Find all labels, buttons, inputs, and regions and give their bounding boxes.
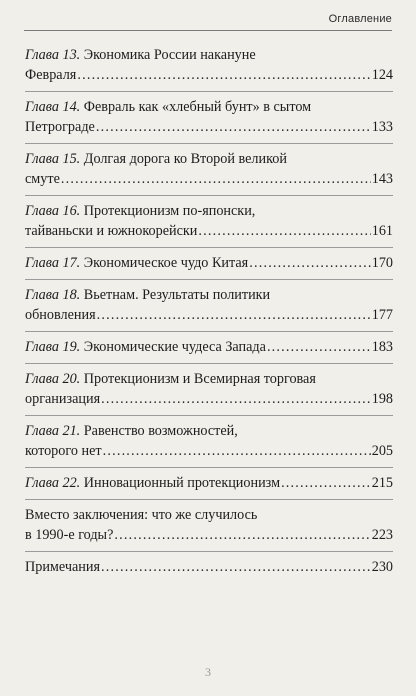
toc-entry[interactable] [25, 253, 393, 273]
dot-leader [281, 473, 371, 493]
entry-title-line [25, 421, 393, 441]
chapter-label: Глава 17. [25, 255, 81, 271]
toc-entry[interactable] [25, 337, 393, 357]
entry-last-line [25, 305, 393, 325]
running-head-title: Оглавление [328, 13, 392, 25]
page-ref: 124 [371, 67, 393, 83]
entry-title-line [25, 97, 393, 117]
entry-title-text: Февраля [25, 67, 77, 83]
entry-divider [25, 363, 393, 364]
page-ref: 133 [371, 119, 393, 135]
page-ref: 143 [371, 171, 393, 187]
chapter-label: Глава 19. [25, 339, 81, 355]
chapter-label: Глава 14. [25, 99, 81, 115]
entry-divider [25, 279, 393, 280]
page-ref: 223 [371, 527, 393, 543]
chapter-label: Глава 18. [25, 287, 81, 303]
entry-divider [25, 551, 393, 552]
entry-last-line [25, 557, 393, 577]
entry-title-line [25, 285, 393, 305]
toc-entry[interactable] [25, 505, 393, 545]
entry-title-text: Экономическое чудо Китая [83, 255, 249, 271]
entry-divider [25, 415, 393, 416]
entry-last-line [25, 473, 393, 493]
entry-title-line [25, 45, 393, 65]
entry-divider [25, 499, 393, 500]
entry-last-line [25, 441, 393, 461]
entry-last-line [25, 389, 393, 409]
entry-title-line [25, 505, 393, 525]
entry-title-text: Равенство возможностей, [83, 423, 238, 439]
entry-last-line [25, 221, 393, 241]
entry-title-text: Экономические чудеса Запада [83, 339, 266, 355]
toc-entry[interactable] [25, 201, 393, 241]
page-ref: 205 [371, 443, 393, 459]
entry-last-line [25, 337, 393, 357]
page-ref: 215 [371, 475, 393, 491]
chapter-label: Глава 22. [25, 475, 81, 491]
entry-divider [25, 195, 393, 196]
entry-title-text: в 1990-е годы? [25, 527, 114, 543]
toc-entry[interactable] [25, 149, 393, 189]
entry-title-text: Вьетнам. Результаты политики [83, 287, 271, 303]
toc-entry[interactable] [25, 45, 393, 85]
toc-entry[interactable] [25, 97, 393, 137]
entry-title-line [25, 149, 393, 169]
entry-title-text: которого нет [25, 443, 102, 459]
dot-leader [101, 557, 371, 577]
entry-title-text: Экономика России накануне [83, 47, 256, 63]
page-ref: 198 [371, 391, 393, 407]
page-ref: 177 [371, 307, 393, 323]
entry-title-text: Протекционизм и Всемирная торговая [83, 371, 316, 387]
entry-title-text: Вместо заключения: что же случилось [25, 507, 258, 523]
running-header [0, 0, 416, 34]
entry-title-text: Петрограде [25, 119, 95, 135]
chapter-label: Глава 21. [25, 423, 81, 439]
page-ref: 183 [371, 339, 393, 355]
dot-leader [114, 525, 370, 545]
entry-last-line [25, 65, 393, 85]
entry-title-text: смуте [25, 171, 60, 187]
entry-title-text: организация [25, 391, 101, 407]
page-number: 3 [205, 665, 211, 679]
toc-entry[interactable] [25, 285, 393, 325]
chapter-label: Глава 16. [25, 203, 81, 219]
dot-leader [249, 253, 371, 273]
dot-leader [77, 65, 370, 85]
entry-title-text: Протекционизм по-японски, [83, 203, 256, 219]
dot-leader [198, 221, 370, 241]
toc-entry[interactable] [25, 557, 393, 577]
entry-divider [25, 143, 393, 144]
dot-leader [96, 117, 371, 137]
entry-divider [25, 247, 393, 248]
page-ref: 170 [371, 255, 393, 271]
toc-entry[interactable] [25, 421, 393, 461]
entry-title-text: Примечания [25, 559, 100, 575]
entry-title-text: Инновационный протекционизм [83, 475, 281, 491]
header-rule [24, 30, 392, 31]
entry-last-line [25, 253, 393, 273]
dot-leader [97, 305, 371, 325]
entry-divider [25, 467, 393, 468]
entry-last-line [25, 525, 393, 545]
chapter-label: Глава 13. [25, 47, 81, 63]
entry-last-line [25, 117, 393, 137]
page-ref: 161 [371, 223, 393, 239]
toc-entry[interactable] [25, 473, 393, 493]
dot-leader [61, 169, 371, 189]
entry-title-line [25, 201, 393, 221]
dot-leader [101, 389, 371, 409]
entry-last-line [25, 169, 393, 189]
entry-title-text: Февраль как «хлебный бунт» в сытом [83, 99, 312, 115]
dot-leader [103, 441, 371, 461]
entry-title-text: Долгая дорога ко Второй великой [83, 151, 287, 167]
dot-leader [267, 337, 371, 357]
entry-title-text: обновления [25, 307, 96, 323]
entry-title-line [25, 369, 393, 389]
entry-divider [25, 91, 393, 92]
chapter-label: Глава 20. [25, 371, 81, 387]
entry-divider [25, 331, 393, 332]
table-of-contents [25, 45, 393, 577]
page-ref: 230 [371, 559, 393, 575]
toc-entry[interactable] [25, 369, 393, 409]
entry-title-text: тайваньски и южнокорейски [25, 223, 198, 239]
chapter-label: Глава 15. [25, 151, 81, 167]
